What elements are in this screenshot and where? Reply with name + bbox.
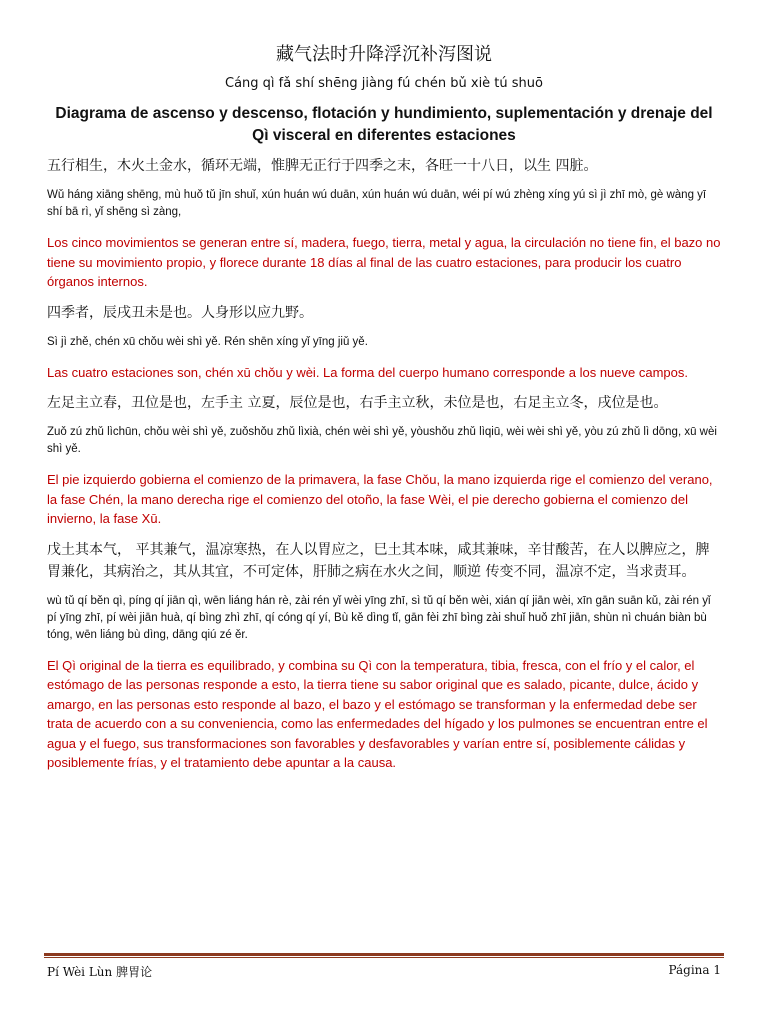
pinyin-paragraph: Zuǒ zú zhǔ lìchūn, chǒu wèi shì yě, zuǒshǒu zhǔ lìxià, chén wèi shì yě, yòushǒu zhǔ lìqiū, wèi wèi shì yě, yòu zú zhǔ lì dōng, xū wèi shì yě. — [47, 426, 717, 455]
document-page — [47, 40, 721, 783]
chinese-paragraph: 左足主立春，丑位是也，左手主 立夏，辰位是也，右手主立秋，未位是也，右足主立冬，戌位是也。 — [47, 395, 668, 411]
spanish-paragraph: Los cinco movimientos se generan entre sí, madera, fuego, tierra, metal y agua, la circulación no tiene fin, el bazo no tiene su movimiento propio, y florece durante 18 días al final de las cuatro estaciones, para producir los cuatro órganos internos. — [47, 235, 721, 289]
chinese-paragraph: 戊土其本气， 平其兼气，温凉寒热，在人以胃应之，巳土其本味，咸其兼味，辛甘酸苦，在人以脾应之，脾胃兼化，其病治之，其从其宜，不可定体，肝肺之病在水火之间，顺逆 传变不同，温凉不定，当求责耳。 — [47, 541, 710, 580]
spanish-paragraph: Las cuatro estaciones son, chén xū chǒu y wèi. La forma del cuerpo humano corresponde a los nueve campos. — [47, 364, 688, 380]
section-2 — [47, 302, 721, 383]
pinyin-paragraph: Wǔ háng xiāng shēng, mù huǒ tǔ jīn shuǐ, xún huán wú duān, xún huán wú duān, wéi pí wú zhèng xíng yú sì jì zhī mò, gè wàng yī shí bā rì, yǐ shēng sì zàng, — [47, 189, 707, 218]
footer-rule-thin — [44, 957, 724, 958]
title-chinese: 藏气法时升降浮沉补泻图说 — [276, 44, 492, 65]
chinese-paragraph: 四季者，辰戌丑未是也。人身形以应九野。 — [47, 304, 313, 321]
title-spanish: Diagrama de ascenso y descenso, flotación y hundimiento, suplementación y drenaje del Qì visceral en diferentes estaciones — [55, 105, 713, 144]
spanish-paragraph: El pie izquierdo gobierna el comienzo de la primavera, la fase Chǒu, la mano izquierda rige el comienzo del verano, la fase Chén, la mano derecha rige el comienzo del otoño, la fase Wèi, el pie derecho gobierna el comienzo del invierno, la fase Xū. — [47, 472, 713, 526]
title-pinyin: Cáng qì fǎ shí shēng jiàng fú chén bǔ xiè tú shuō — [225, 76, 543, 91]
footer-book-title: Pí Wèi Lùn 脾胃论 — [47, 965, 153, 979]
pinyin-paragraph: wù tǔ qí běn qì, píng qí jiān qì, wēn liáng hán rè, zài rén yǐ wèi yīng zhī, sì tǔ qí běn wèi, xián qí jiān wèi, xīn gān suān kǔ, zài rén yǐ pí yīng zhī, pí wèi jiān huà, qí bìng zhì zhī, qí cóng qí yí, Bù kě dìng tǐ, gān fèi zhī bìng zài shuǐ huǒ zhī jiān, shùn nì chuán biàn bù tóng, wēn liáng bù dìng, dāng qiú zé ěr. — [47, 594, 711, 641]
chinese-paragraph: 五行相生，木火土金水，循环无端，惟脾无正行于四季之末，各旺一十八日，以生 四脏。 — [47, 158, 598, 174]
spanish-paragraph: El Qì original de la tierra es equilibrado, y combina su Qì con la temperatura, tibia, fresca, con el frío y el calor, el estómago de las personas responde a esto, la tierra tiene su sabor original que es salado, picante, dulce, ácido y amargo, en las personas esto responde al bazo, el bazo y el estómago se transforman y la enfermedad debe ser trata de acuerdo con a su conveniencia, como las enfermedades del hígado y los pulmones se encuentran entre el agua y el fuego, sus transformaciones son favorables y desfavorables y varían entre sí, posiblemente cálidas y posiblemente frías, y el tratamiento debe apuntar a la causa. — [47, 657, 708, 770]
footer-rule — [44, 953, 724, 956]
section-3 — [47, 392, 721, 529]
section-4 — [47, 539, 721, 773]
footer-page-number: Página 1 — [668, 963, 721, 977]
pinyin-paragraph: Sì jì zhě, chén xū chǒu wèi shì yě. Rén shēn xíng yǐ yīng jiǔ yě. — [47, 335, 368, 348]
section-1 — [47, 155, 721, 292]
